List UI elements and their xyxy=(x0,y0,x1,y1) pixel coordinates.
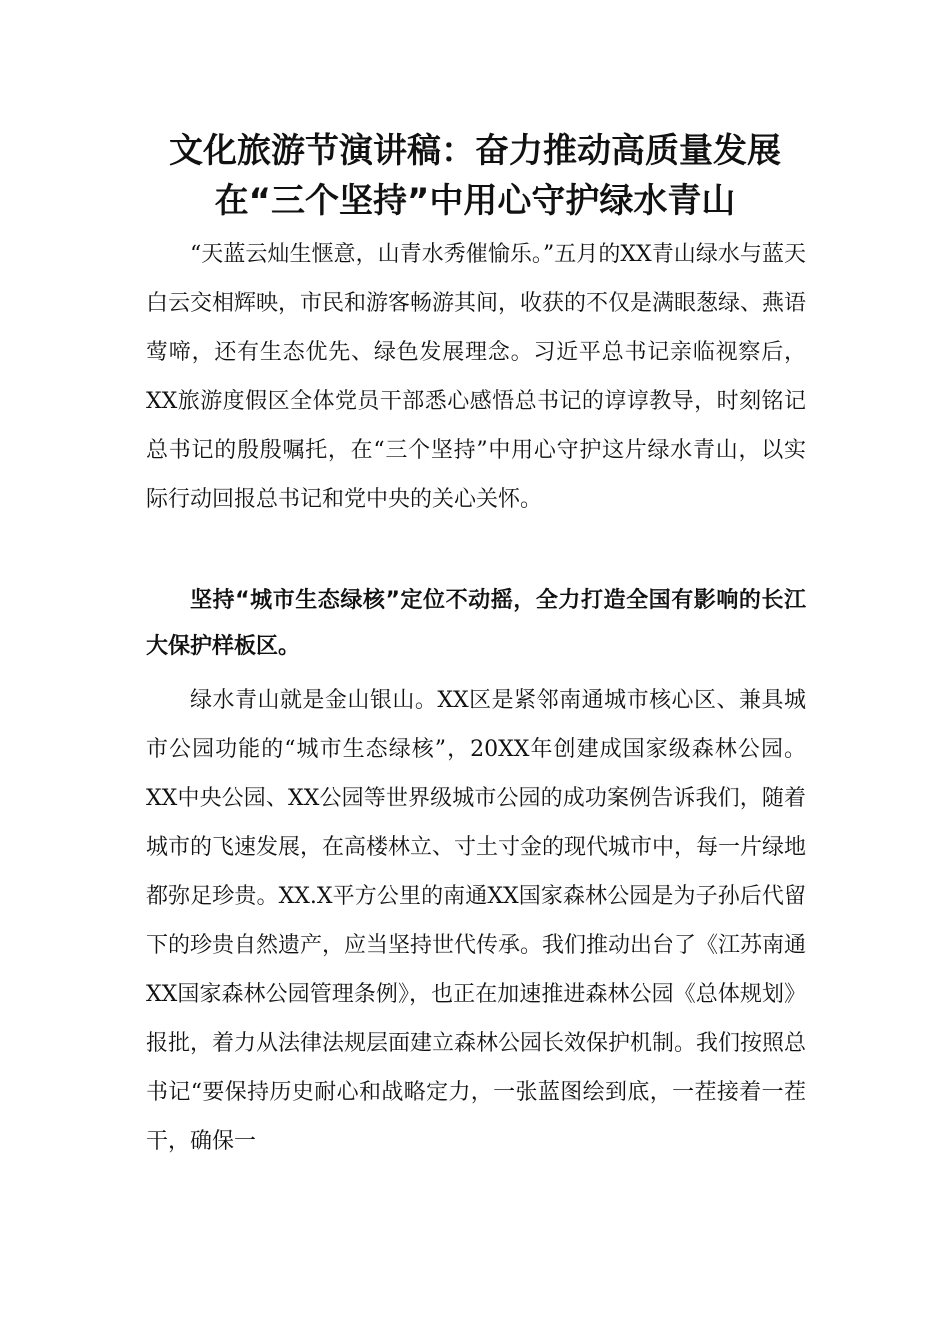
document-title-line2: 在“三个坚持”中用心守护绿水青山 xyxy=(214,181,736,221)
intro-paragraph: “天蓝云灿生惬意，山青水秀催愉乐。”五月的XX青山绿水与蓝天白云交相辉映，市民和游客畅游其间，收获的不仅是满眼葱绿、燕语莺啼，还有生态优先、绿色发展理念。习近平总书记亲临视察后，XX旅游度假区全体党员干部悉心感悟总书记的谆谆教导，时刻铭记总书记的殷殷嘱托，在“三个坚持”中用心守护这片绿水青山，以实际行动回报总书记和党中央的关心关怀。 xyxy=(146,242,807,512)
section-heading: 坚持“城市生态绿核”定位不动摇，全力打造全国有影响的长江大保护样板区。 xyxy=(146,588,806,659)
body-paragraph: 绿水青山就是金山银山。XX区是紧邻南通城市核心区、兼具城市公园功能的“城市生态绿核”，20XX年创建成国家级森林公园。XX中央公园、XX公园等世界级城市公园的成功案例告诉我们，随着城市的飞速发展，在高楼林立、寸土寸金的现代城市中，每一片绿地都弥足珍贵。XX.X平方公里的南通XX国家森林公园是为子孙后代留下的珍贵自然遗产，应当坚持世代传承。我们推动出台了《江苏南通XX国家森林公园管理条例》，也正在加速推进森林公园《总体规划》报批，着力从法律法规层面建立森林公园长效保护机制。我们按照总书记“要保持历史耐心和战略定力，一张蓝图绘到底，一茬接着一茬干，确保一 xyxy=(146,688,807,1154)
document-title-line1: 文化旅游节演讲稿：奋力推动高质量发展 xyxy=(169,131,781,171)
